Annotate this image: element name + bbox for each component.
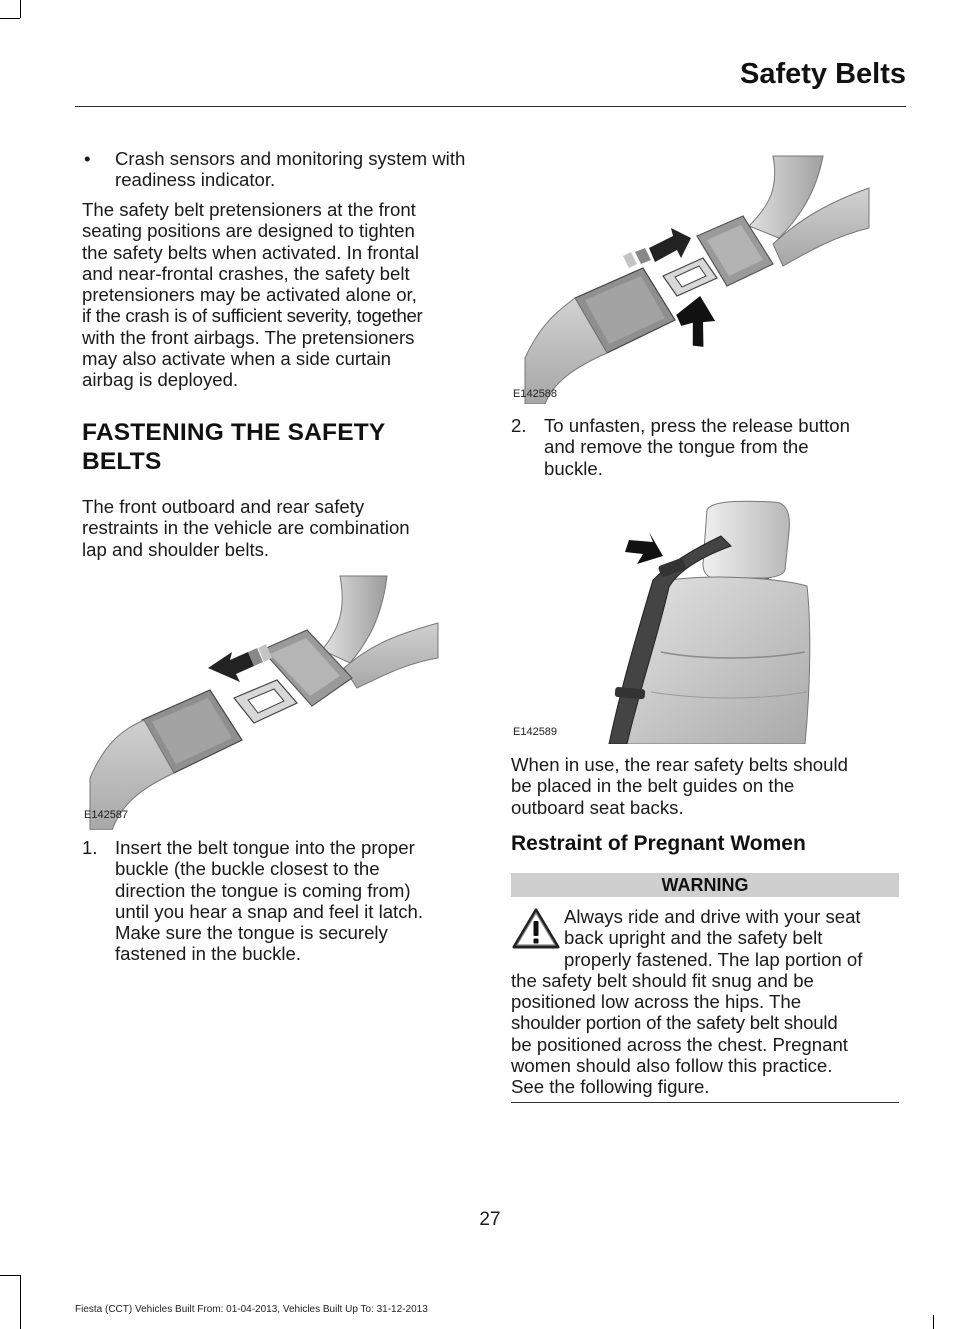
page-title: Safety Belts: [739, 58, 906, 90]
text-line: To unfasten, press the release button: [544, 415, 850, 436]
text-line: Insert the belt tongue into the proper: [115, 837, 415, 858]
text-line: be positioned across the chest. Pregnant: [511, 1033, 848, 1055]
text-line: the safety belt should fit snug and be: [511, 969, 814, 991]
rear-seat-illustration: [511, 492, 899, 744]
text-line: women should also follow this practice.: [511, 1055, 833, 1077]
text-line: buckle (the buckle closest to the: [115, 858, 380, 880]
step-text: [544, 415, 850, 479]
text-line: The safety belt pretensioners at the front: [82, 199, 416, 220]
text-line: When in use, the rear safety belts should: [511, 754, 848, 775]
crop-mark: [933, 1315, 934, 1329]
outboard-paragraph: [82, 496, 482, 560]
page-number: 27: [479, 1209, 501, 1230]
bullet-mark: •: [84, 148, 91, 169]
step-text: [115, 837, 423, 965]
text-line: fastened in the buckle.: [115, 943, 302, 965]
warning-text: [511, 906, 903, 1098]
step-2: [511, 415, 901, 479]
text-line: the safety belts when activated. In frontal: [82, 241, 419, 263]
text-line: buckle.: [544, 457, 603, 479]
text-line: may also activate when a side curtain: [82, 348, 392, 370]
text-line: restraints in the vehicle are combination: [82, 517, 410, 539]
text-line: positioned low across the hips. The: [511, 991, 802, 1013]
text-line: direction the tongue is coming from): [115, 879, 411, 901]
text-line: seating positions are designed to tighten: [82, 220, 415, 242]
bullet-text: Crash sensors and monitoring system with readiness indicator.: [115, 148, 466, 191]
warning-divider: [511, 1102, 899, 1103]
text-line: airbag is deployed.: [82, 369, 239, 391]
pretensioners-paragraph: [82, 199, 482, 391]
step-1: [82, 837, 472, 965]
belt-release-illustration: [511, 148, 899, 404]
figure-code: E142589: [513, 726, 558, 738]
figure-code: E142588: [513, 388, 558, 400]
figure-unfastening-belt: [511, 148, 899, 404]
crop-mark: [20, 1275, 21, 1329]
heading-line: BELTS: [82, 448, 162, 475]
text-line: back upright and the safety belt: [564, 927, 823, 949]
crop-mark: [0, 18, 20, 19]
text-line: if the crash is of sufficient severity, together: [82, 305, 423, 327]
text-line: and near-frontal crashes, the safety belt: [82, 262, 410, 284]
step-number: 1.: [82, 837, 98, 858]
figure-code: E142587: [84, 809, 129, 821]
rear-belts-paragraph: [511, 754, 911, 818]
text-line: be placed in the belt guides on the: [511, 775, 795, 797]
step-number: 2.: [511, 415, 527, 436]
text-line: shoulder portion of the safety belt should: [511, 1012, 838, 1034]
warning-label: WARNING: [511, 873, 899, 897]
subheading: Restraint of Pregnant Women: [511, 832, 806, 855]
text-line: until you hear a snap and feel it latch.: [115, 900, 424, 922]
text-line: Make sure the tongue is securely: [115, 922, 388, 944]
text-line: pretensioners may be activated alone or,: [82, 284, 417, 306]
figure-fastening-belt: [82, 568, 452, 830]
section-heading: [82, 418, 385, 476]
belt-insert-illustration: [82, 568, 452, 830]
text-line: Always ride and drive with your seat: [564, 906, 861, 927]
footer-text: Fiesta (CCT) Vehicles Built From: 01-04-2013, Vehicles Built Up To: 31-12-2013: [75, 1304, 428, 1315]
crop-mark: [20, 0, 21, 18]
text-line: properly fastened. The lap portion of: [564, 948, 863, 970]
bullet-item: [82, 148, 472, 191]
text-line: with the front airbags. The pretensioners: [82, 326, 415, 348]
crop-mark: [0, 1275, 20, 1276]
figure-rear-belt-guide: [511, 492, 899, 744]
text-line: The front outboard and rear safety: [82, 496, 365, 517]
text-line: and remove the tongue from the: [544, 436, 809, 458]
text-line: lap and shoulder belts.: [82, 538, 270, 560]
text-line: See the following figure.: [511, 1076, 710, 1098]
text-line: outboard seat backs.: [511, 796, 684, 818]
title-divider: [75, 106, 906, 107]
heading-line: FASTENING THE SAFETY: [82, 419, 386, 446]
